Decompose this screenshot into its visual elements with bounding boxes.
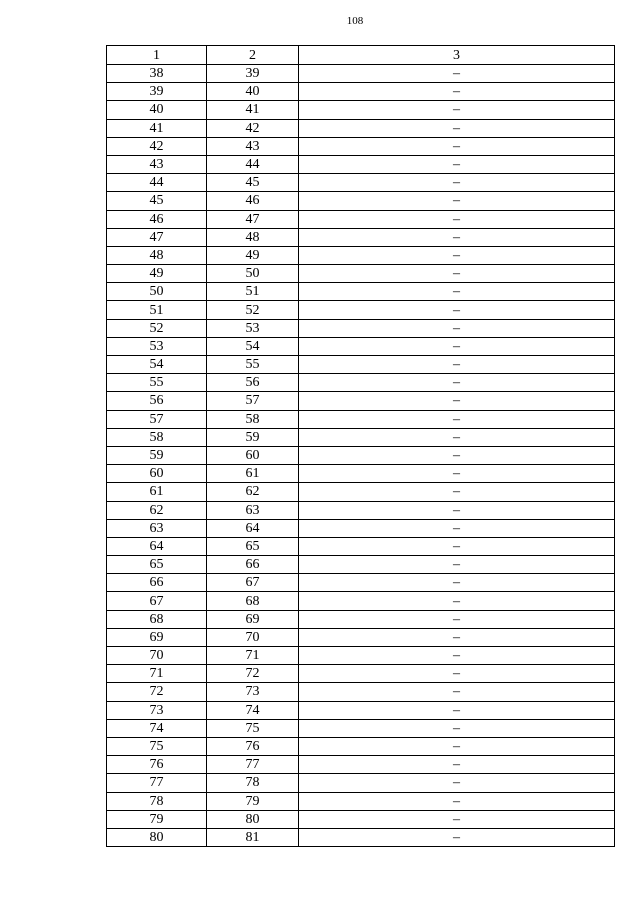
table-cell-col-1: 63 bbox=[107, 519, 207, 537]
table-cell-col-3: – bbox=[299, 719, 615, 737]
table-cell-col-2: 70 bbox=[207, 628, 299, 646]
table-cell-col-3: – bbox=[299, 210, 615, 228]
table-row bbox=[107, 737, 615, 755]
table-cell-col-1: 69 bbox=[107, 628, 207, 646]
page-number: 108 bbox=[346, 15, 364, 27]
table-cell-col-2: 73 bbox=[207, 683, 299, 701]
table-cell-col-1: 67 bbox=[107, 592, 207, 610]
table-row bbox=[107, 155, 615, 173]
table-cell-col-3: – bbox=[299, 65, 615, 83]
table-cell-col-2: 54 bbox=[207, 337, 299, 355]
table-row bbox=[107, 665, 615, 683]
table-cell-col-3: – bbox=[299, 556, 615, 574]
table-cell-col-3: – bbox=[299, 119, 615, 137]
table-row bbox=[107, 610, 615, 628]
table-cell-col-3: – bbox=[299, 628, 615, 646]
column-header-3: 3 bbox=[299, 46, 615, 65]
table-cell-col-3: – bbox=[299, 374, 615, 392]
table-row bbox=[107, 719, 615, 737]
table-cell-col-1: 51 bbox=[107, 301, 207, 319]
table-cell-col-3: – bbox=[299, 428, 615, 446]
table-cell-col-2: 80 bbox=[207, 810, 299, 828]
table-row bbox=[107, 428, 615, 446]
table-cell-col-1: 74 bbox=[107, 719, 207, 737]
table-row bbox=[107, 810, 615, 828]
table-cell-col-3: – bbox=[299, 537, 615, 555]
table-cell-col-3: – bbox=[299, 392, 615, 410]
table-cell-col-2: 41 bbox=[207, 101, 299, 119]
table-cell-col-2: 55 bbox=[207, 356, 299, 374]
table-cell-col-3: – bbox=[299, 137, 615, 155]
table-cell-col-3: – bbox=[299, 701, 615, 719]
table-cell-col-2: 62 bbox=[207, 483, 299, 501]
table-cell-col-3: – bbox=[299, 337, 615, 355]
table-cell-col-1: 66 bbox=[107, 574, 207, 592]
table-cell-col-3: – bbox=[299, 610, 615, 628]
table-cell-col-1: 45 bbox=[107, 192, 207, 210]
table-cell-col-1: 43 bbox=[107, 155, 207, 173]
table-cell-col-1: 64 bbox=[107, 537, 207, 555]
table-cell-col-1: 55 bbox=[107, 374, 207, 392]
table-row bbox=[107, 410, 615, 428]
table-cell-col-1: 76 bbox=[107, 756, 207, 774]
table-row bbox=[107, 792, 615, 810]
table-row bbox=[107, 501, 615, 519]
table-row bbox=[107, 174, 615, 192]
data-table bbox=[106, 45, 615, 847]
table-cell-col-1: 56 bbox=[107, 392, 207, 410]
table-cell-col-2: 76 bbox=[207, 737, 299, 755]
table-cell-col-1: 70 bbox=[107, 647, 207, 665]
table-cell-col-2: 75 bbox=[207, 719, 299, 737]
table-cell-col-3: – bbox=[299, 174, 615, 192]
table-row bbox=[107, 246, 615, 264]
table-cell-col-2: 49 bbox=[207, 246, 299, 264]
table-row bbox=[107, 465, 615, 483]
table-cell-col-1: 50 bbox=[107, 283, 207, 301]
table-body bbox=[107, 65, 615, 847]
table-cell-col-2: 68 bbox=[207, 592, 299, 610]
table-cell-col-3: – bbox=[299, 737, 615, 755]
table-row bbox=[107, 828, 615, 846]
table-cell-col-2: 48 bbox=[207, 228, 299, 246]
table-cell-col-1: 46 bbox=[107, 210, 207, 228]
table-row bbox=[107, 265, 615, 283]
table-cell-col-2: 81 bbox=[207, 828, 299, 846]
table-cell-col-1: 78 bbox=[107, 792, 207, 810]
table-cell-col-1: 62 bbox=[107, 501, 207, 519]
table-cell-col-3: – bbox=[299, 83, 615, 101]
table-cell-col-3: – bbox=[299, 647, 615, 665]
table-cell-col-3: – bbox=[299, 665, 615, 683]
table-row bbox=[107, 101, 615, 119]
table-cell-col-3: – bbox=[299, 246, 615, 264]
table-row bbox=[107, 556, 615, 574]
table-cell-col-3: – bbox=[299, 301, 615, 319]
table-cell-col-2: 45 bbox=[207, 174, 299, 192]
table-row bbox=[107, 701, 615, 719]
table-row bbox=[107, 446, 615, 464]
column-header-2: 2 bbox=[207, 46, 299, 65]
table-cell-col-2: 77 bbox=[207, 756, 299, 774]
table-row bbox=[107, 119, 615, 137]
table-row bbox=[107, 192, 615, 210]
table-cell-col-2: 64 bbox=[207, 519, 299, 537]
table-cell-col-3: – bbox=[299, 683, 615, 701]
table-cell-col-1: 38 bbox=[107, 65, 207, 83]
header-row bbox=[107, 46, 615, 65]
table-cell-col-2: 57 bbox=[207, 392, 299, 410]
table-row bbox=[107, 374, 615, 392]
table-cell-col-2: 40 bbox=[207, 83, 299, 101]
table-cell-col-2: 43 bbox=[207, 137, 299, 155]
table-cell-col-3: – bbox=[299, 410, 615, 428]
table-cell-col-2: 61 bbox=[207, 465, 299, 483]
table-cell-col-3: – bbox=[299, 155, 615, 173]
table-cell-col-3: – bbox=[299, 483, 615, 501]
table-cell-col-1: 59 bbox=[107, 446, 207, 464]
table-cell-col-1: 61 bbox=[107, 483, 207, 501]
table-row bbox=[107, 592, 615, 610]
table-cell-col-3: – bbox=[299, 283, 615, 301]
table-cell-col-2: 39 bbox=[207, 65, 299, 83]
table-cell-col-2: 52 bbox=[207, 301, 299, 319]
table-cell-col-2: 53 bbox=[207, 319, 299, 337]
table-cell-col-1: 48 bbox=[107, 246, 207, 264]
table-cell-col-2: 60 bbox=[207, 446, 299, 464]
table-cell-col-3: – bbox=[299, 501, 615, 519]
table-cell-col-3: – bbox=[299, 228, 615, 246]
table-cell-col-2: 69 bbox=[207, 610, 299, 628]
table-cell-col-2: 50 bbox=[207, 265, 299, 283]
table-cell-col-1: 41 bbox=[107, 119, 207, 137]
table-cell-col-2: 74 bbox=[207, 701, 299, 719]
table-cell-col-1: 72 bbox=[107, 683, 207, 701]
table-cell-col-3: – bbox=[299, 465, 615, 483]
table-row bbox=[107, 210, 615, 228]
table-row bbox=[107, 537, 615, 555]
table-cell-col-1: 40 bbox=[107, 101, 207, 119]
table-cell-col-3: – bbox=[299, 192, 615, 210]
table-row bbox=[107, 83, 615, 101]
table-cell-col-1: 54 bbox=[107, 356, 207, 374]
table-row bbox=[107, 356, 615, 374]
table-cell-col-2: 51 bbox=[207, 283, 299, 301]
table-cell-col-3: – bbox=[299, 756, 615, 774]
column-header-1: 1 bbox=[107, 46, 207, 65]
table-row bbox=[107, 283, 615, 301]
table-cell-col-3: – bbox=[299, 446, 615, 464]
table-cell-col-2: 42 bbox=[207, 119, 299, 137]
table-cell-col-1: 49 bbox=[107, 265, 207, 283]
table-cell-col-3: – bbox=[299, 592, 615, 610]
table-cell-col-3: – bbox=[299, 828, 615, 846]
table-row bbox=[107, 228, 615, 246]
table-row bbox=[107, 628, 615, 646]
table-cell-col-1: 75 bbox=[107, 737, 207, 755]
table-cell-col-2: 65 bbox=[207, 537, 299, 555]
table-cell-col-1: 73 bbox=[107, 701, 207, 719]
table-cell-col-1: 44 bbox=[107, 174, 207, 192]
table-cell-col-3: – bbox=[299, 319, 615, 337]
table-row bbox=[107, 319, 615, 337]
table-cell-col-1: 58 bbox=[107, 428, 207, 446]
table-row bbox=[107, 483, 615, 501]
table-row bbox=[107, 65, 615, 83]
table-cell-col-2: 71 bbox=[207, 647, 299, 665]
table-header bbox=[107, 46, 615, 65]
table-cell-col-1: 39 bbox=[107, 83, 207, 101]
table-cell-col-3: – bbox=[299, 356, 615, 374]
table-row bbox=[107, 574, 615, 592]
table-cell-col-3: – bbox=[299, 519, 615, 537]
table-cell-col-1: 71 bbox=[107, 665, 207, 683]
table-cell-col-2: 67 bbox=[207, 574, 299, 592]
table-cell-col-3: – bbox=[299, 792, 615, 810]
table-cell-col-1: 80 bbox=[107, 828, 207, 846]
table-cell-col-2: 66 bbox=[207, 556, 299, 574]
table-row bbox=[107, 519, 615, 537]
table-cell-col-2: 46 bbox=[207, 192, 299, 210]
table-cell-col-1: 68 bbox=[107, 610, 207, 628]
table-row bbox=[107, 647, 615, 665]
table-cell-col-3: – bbox=[299, 810, 615, 828]
table-cell-col-2: 56 bbox=[207, 374, 299, 392]
table-cell-col-2: 47 bbox=[207, 210, 299, 228]
table-cell-col-2: 44 bbox=[207, 155, 299, 173]
table-cell-col-3: – bbox=[299, 265, 615, 283]
table-cell-col-1: 52 bbox=[107, 319, 207, 337]
table-cell-col-1: 77 bbox=[107, 774, 207, 792]
table-cell-col-3: – bbox=[299, 574, 615, 592]
table-cell-col-3: – bbox=[299, 774, 615, 792]
table-cell-col-2: 72 bbox=[207, 665, 299, 683]
table-row bbox=[107, 683, 615, 701]
table-cell-col-1: 65 bbox=[107, 556, 207, 574]
table-cell-col-3: – bbox=[299, 101, 615, 119]
table-cell-col-1: 47 bbox=[107, 228, 207, 246]
table-cell-col-1: 42 bbox=[107, 137, 207, 155]
table-cell-col-2: 59 bbox=[207, 428, 299, 446]
table-cell-col-2: 58 bbox=[207, 410, 299, 428]
table-row bbox=[107, 337, 615, 355]
table-row bbox=[107, 137, 615, 155]
table-row bbox=[107, 392, 615, 410]
table-cell-col-1: 60 bbox=[107, 465, 207, 483]
table-cell-col-1: 79 bbox=[107, 810, 207, 828]
table-cell-col-2: 78 bbox=[207, 774, 299, 792]
table-cell-col-2: 79 bbox=[207, 792, 299, 810]
table-cell-col-1: 57 bbox=[107, 410, 207, 428]
table-cell-col-2: 63 bbox=[207, 501, 299, 519]
table-row bbox=[107, 774, 615, 792]
table-row bbox=[107, 301, 615, 319]
table-row bbox=[107, 756, 615, 774]
table-cell-col-1: 53 bbox=[107, 337, 207, 355]
